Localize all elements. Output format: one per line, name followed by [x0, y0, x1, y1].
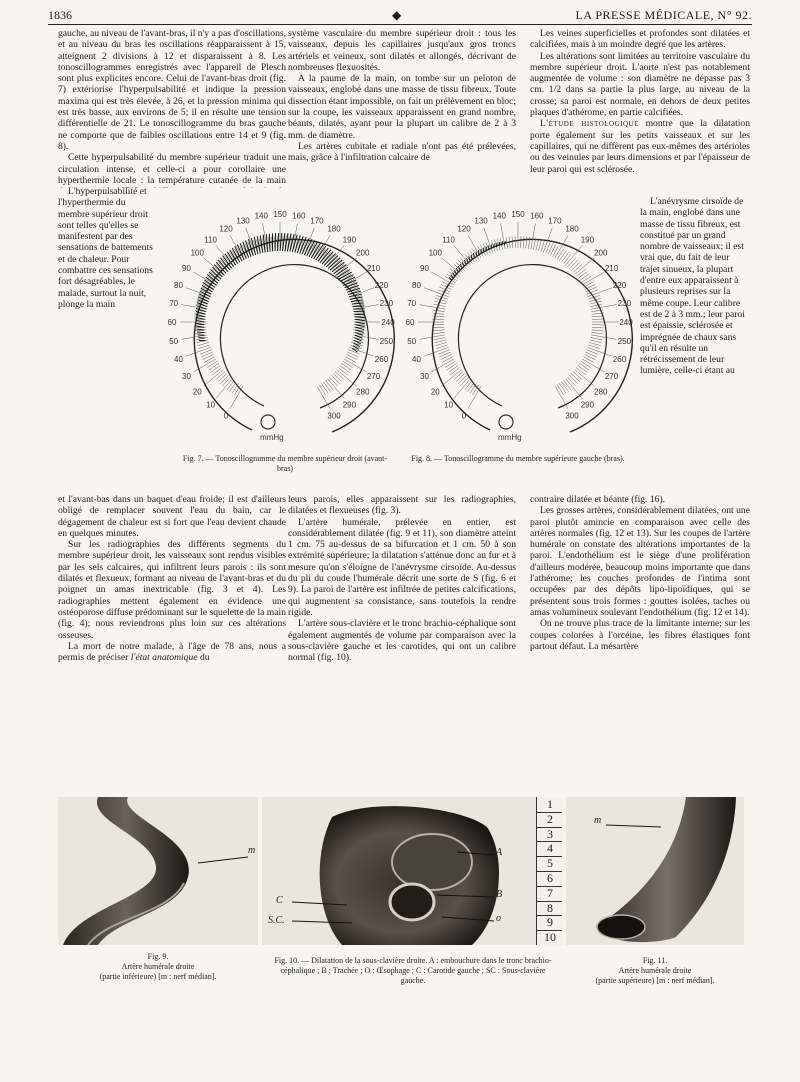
scale-tick: [579, 363, 589, 370]
oscillation-mark: [471, 255, 472, 259]
oscillation-mark: [269, 234, 270, 252]
scale-label: 300: [565, 411, 579, 421]
label-m: m: [594, 815, 602, 826]
scale-tick: [432, 327, 444, 328]
scale-tick: [571, 262, 580, 270]
scale-tick: [573, 264, 582, 272]
scale-tick: [590, 301, 602, 304]
scale-label: 260: [374, 354, 389, 364]
oscillation-mark: [280, 233, 282, 251]
scale-label: 10: [444, 400, 454, 410]
paragraph: Les veines superficielles et profondes sont dilatées et calcifiées, mais à un moindre degré que les artères.: [530, 28, 750, 51]
scale-label: 210: [604, 264, 619, 273]
journal-title: LA PRESSE MÉDICALE, N° 92.: [575, 8, 752, 22]
scale-tick: [555, 386, 568, 409]
oscillation-mark: [352, 303, 364, 304]
scale-tick: [536, 239, 539, 251]
scale-label: 110: [442, 235, 455, 245]
scale-label: 300: [327, 411, 341, 421]
scale-label: 200: [594, 248, 608, 258]
scale-tick: [456, 373, 465, 381]
scale-tick: [450, 368, 459, 375]
scale-tick: [467, 382, 474, 392]
oscillation-mark: [464, 260, 465, 264]
paragraph: L'anévrysme cirsoïde de la main, englobé dans une masse de tissu fibreux, est constitué par un grand nombre de vaisseaux; il est vrai que, du fait de leur trajet sinueux, la plupart d'entre eux apparaissent à plusieurs reprises sur la même coupe. Leur calibre est de 2 à 3 mm.; leur paroi est épaissie, sclérosée et imprégnée de chaux sans qu'il en résulte un rétrécissement de leur lumière, celle-ci étant au: [640, 196, 745, 377]
label-B: B: [496, 889, 503, 900]
header-ornament: ◆: [392, 8, 402, 22]
scale-label: 0: [223, 411, 229, 421]
scale-tick: [338, 368, 347, 375]
ruler: [536, 797, 562, 945]
scale-label: 190: [580, 235, 595, 245]
oscillation-mark: [499, 242, 500, 246]
text-column-left-narrow: [58, 186, 158, 494]
paragraph: Les grosses artères, considérablement dilatées, ont une paroi plutôt amincie en comparaison avec celle des artères normales (fig. 12 et 13). Sur les coupes de l'artère humérale on constate des altérations importantes de la paroi. L'endothélium est le siège d'une prolifération d'ailleurs modérée, beaucoup moins importante que dans l'athérome; les couches profondes de l'intima sont occupées par des dépôts lipo-lipoïdiques, qui se présentent sous trois formes : gouttes isolées, taches ou amas volumineux soulevant l'endothélium (fig. 12 et 14).: [530, 505, 750, 618]
scale-tick: [333, 373, 342, 381]
scale-tick: [591, 332, 603, 334]
scale-tick: [576, 368, 585, 375]
scale-tick: [435, 342, 447, 345]
scale-tick: [448, 365, 458, 372]
scale-tick: [227, 380, 234, 389]
scale-tick: [218, 373, 227, 381]
scale-tick: [345, 357, 356, 363]
figure-8-caption: Fig. 8. — Tonoscillogramme du membre supérieure gauche (bras).: [411, 454, 625, 463]
scale-label: 100: [428, 248, 442, 258]
oscillation-mark: [478, 250, 479, 254]
scale-label: 280: [356, 387, 370, 397]
scale-label: 80: [412, 281, 421, 291]
scale-label: 270: [604, 372, 619, 381]
paragraph: L'artère sous-clavière et le tronc brachio-céphalique sont également augmentés de volume par comparaison avec la sous-clavière gauche et les carotides, qui ont un calibre normal (fig. 10).: [288, 618, 516, 664]
paragraph: A la paume de la main, on tombe sur un peloton de vaisseaux, englobé dans une masse de tissu fibreux. Toute dissection étant impossible, on fait un prélèvement en bloc; sur la coupe, les vaisseaux apparaissent en grand nombre, béants, dilatés, ayant pour la plupart un calibre de 2 à 3 mm. de diamètre.: [288, 73, 516, 141]
oscillation-mark: [355, 338, 362, 341]
scale-tick: [531, 224, 536, 250]
paragraph: L'hyperpulsabilité et l'hyperthermie du membre supérieur droit sont telles qu'elles se manifestent par des sensations de battements et de chaleur. Pour combattre ces sensations fort désagréables, le malade, surtout la nuit, plonge la main: [58, 186, 153, 310]
scale-tick: [445, 361, 455, 367]
text-column-center-top: [288, 28, 516, 228]
figure-9-caption-line: (partie inférieure) [m : nerf médian].: [99, 972, 217, 981]
scale-tick: [564, 380, 571, 389]
figure-9-caption: [60, 952, 256, 982]
scale-tick: [435, 340, 447, 343]
scale-label: 160: [530, 211, 544, 221]
paragraph: Cette hyperpulsabilité du membre supérieur traduit une circulation intense, et celle-ci a pour corollaire une hyperthermie locale : la température cutanée de la main: [58, 152, 286, 186]
scale-tick: [326, 380, 333, 389]
scale-label: 180: [327, 224, 341, 234]
scale-tick: [581, 361, 591, 367]
scale-label: 20: [192, 387, 202, 397]
ruler-mark: 8: [537, 901, 562, 917]
scale-label: 190: [342, 235, 357, 245]
scale-tick: [590, 304, 602, 306]
paragraph: contraire dilatée et béante (fig. 16).: [530, 494, 666, 505]
scale-label: 140: [254, 211, 268, 221]
text-column-left-top: [58, 28, 286, 188]
scale-tick: [460, 377, 468, 386]
paragraph: gauche, au niveau de l'avant-bras, il n'y a pas d'oscillations, et au niveau du bras les oscillations réapparaissent à 15, atteignent 2 divisions à 12 et disparaissent à 8. Les tonoscillogrammes enregistrés avec l'appareil de Plesch sont plus explicites encore. Celui de l'avant-bras droit (fig. 7) extériorise l'hyperpulsabilité et indique la pression maxima qui est très élevée, à 26, et la pression minima qui est très basse, aux environs de 5; il en résulte une tension différentielle de 21. Le tonoscillogramme du bras gauche ne comporte que de faibles oscillations entre 14 et 9 (fig. 8).: [58, 28, 286, 152]
scale-tick: [538, 239, 541, 251]
scale-tick: [207, 361, 217, 367]
scale-label: 170: [548, 216, 562, 226]
text-column-right-top: [530, 28, 750, 198]
oscillation-mark: [196, 326, 204, 327]
scale-tick: [564, 254, 571, 263]
figure-11-caption: [568, 956, 742, 986]
paragraph: Les altérations sont limitées au territoire vasculaire du membre supérieur droit. L'aorte n'est pas notablement augmentée de volume : son diamètre ne dépasse pas 3 cm. 1/2 dans sa partie la plus large, au niveau de la crosse; sa paroi est normale, en dehors de deux petites plaques d'athérome, en partie calcifiées.: [530, 50, 750, 119]
scale-label: 40: [174, 354, 183, 364]
ruler-mark: 9: [537, 915, 562, 931]
scale-label: 160: [292, 211, 306, 221]
scale-label: 100: [190, 248, 204, 258]
scale-label: 130: [236, 216, 250, 226]
oscillation-mark: [355, 319, 365, 320]
ruler-mark: 2: [537, 812, 562, 828]
figure-9-photo: [58, 797, 258, 945]
scale-label: 50: [407, 336, 417, 346]
text-column-center-bottom: [288, 494, 516, 784]
ruler-mark: 3: [537, 827, 562, 843]
scale-tick: [569, 260, 577, 269]
scale-tick: [578, 365, 588, 372]
scale-tick: [571, 373, 580, 381]
oscillation-mark: [278, 233, 279, 251]
scale-tick: [229, 382, 236, 392]
paragraph: Sur les radiographies des différents segments du membre supérieur droit, les vaisseaux sont rendus visibles par les sels calcaires, qui infiltrent leurs parois : ils sont dilatés et flexueux, formant au niveau de l'avant-bras et du poignet un amas inextricable (fig. 3 et 4). Les radiographies mettent également en évidence une ostéoporose diffuse prédominant sur le squelette de la main (fig. 4); nous reviendrons plus loin sur ces altérations osseuses.: [58, 539, 286, 641]
oscillation-mark: [474, 253, 475, 257]
scale-tick: [335, 372, 344, 380]
scale-tick: [230, 386, 243, 409]
scale-tick: [589, 342, 601, 345]
scale-tick: [512, 236, 513, 248]
paragraph: système vasculaire du membre supérieur droit : tous les vaisseaux, depuis les capillaires jusqu'aux gros troncs artériels et veineux, sont dilatés et allongés, décrivant de nombreuses flexuosités.: [288, 28, 516, 73]
scale-tick: [592, 330, 604, 331]
figure-11-caption-line: Artère humérale droite: [618, 966, 692, 975]
section-lead: L'étude histologique: [540, 118, 639, 130]
figure-11-title: Fig. 11.: [642, 956, 668, 965]
scale-tick: [573, 372, 582, 380]
scale-label: 180: [565, 224, 579, 234]
scale-tick: [458, 375, 466, 384]
oscillation-mark: [467, 258, 468, 262]
scale-tick: [203, 354, 214, 359]
paragraph: Les artères cubitale et radiale n'ont pas été prélevées, mais, grâce à l'infiltration calcaire de: [288, 140, 516, 164]
scale-tick: [569, 375, 577, 384]
scale-tick: [432, 316, 444, 317]
label-C: C: [276, 895, 283, 906]
ruler-mark: 6: [537, 871, 562, 887]
scale-tick: [434, 337, 446, 339]
paragraph-end: du: [197, 652, 210, 664]
emphasis: l'état anatomique: [130, 652, 198, 664]
scale-tick: [343, 361, 353, 367]
scale-tick: [557, 385, 563, 395]
scale-label: 30: [420, 372, 429, 381]
ruler-mark: 10: [537, 930, 562, 945]
scale-tick: [585, 354, 596, 359]
scale-tick: [528, 237, 530, 249]
scale-tick: [582, 272, 605, 285]
oscillation-mark: [502, 241, 503, 245]
scale-tick: [555, 235, 568, 258]
unit-label: mmHg: [498, 433, 522, 442]
scale-tick: [576, 269, 585, 276]
scale-label: 60: [167, 318, 177, 327]
scale-tick: [501, 224, 506, 250]
scale-tick: [434, 304, 446, 306]
figure-9-title: Fig. 9.: [147, 952, 169, 961]
figure-7-caption: Fig. 7. — Tonoscillogramme du membre supérieur droit (avant-bras): [182, 454, 388, 473]
oscillation-mark: [504, 241, 505, 245]
scale-tick: [216, 372, 225, 380]
scale-tick: [579, 274, 589, 281]
scale-tick: [210, 365, 220, 372]
scale-label: 120: [457, 224, 471, 234]
oscillation-mark: [197, 332, 204, 333]
unit-label: mmHg: [260, 433, 284, 442]
scale-tick: [470, 383, 477, 393]
scale-label: 30: [182, 372, 191, 381]
oscillation-mark: [275, 233, 276, 251]
scale-tick: [432, 313, 444, 314]
scale-tick: [331, 375, 339, 384]
scale-tick: [578, 271, 588, 278]
scale-tick: [323, 382, 330, 392]
scale-label: 0: [461, 411, 467, 421]
scale-tick: [526, 236, 527, 248]
paragraph: L'artère humérale, prélevée en entier, est considérablement dilatée (fig. 9 et 11), son diamètre atteint 1 cm. 75 au-dessus de sa bifurcation et 1 cm. 50 à son extrémité supérieure; la dilatation s'atténue donc au fur et à mesure qu'on s'éloigne de l'anévrysme cirsoïde. Au-dessus du pli du coude l'humérale décrit une sorte de S (fig. 6 et 9). La paroi de l'artère est infiltrée de petites calcifications, qui augmentent sa consistance, sans toutefois la rendre rigide.: [288, 516, 516, 618]
scale-label: 240: [381, 318, 395, 327]
scale-tick: [447, 363, 457, 370]
scale-tick: [561, 382, 568, 392]
scale-tick: [197, 342, 209, 345]
oscillation-mark: [266, 234, 267, 252]
scale-tick: [592, 327, 604, 328]
scale-tick: [553, 246, 559, 257]
scale-label: 110: [204, 235, 217, 245]
scale-label: 280: [594, 387, 608, 397]
label-m: m: [248, 845, 256, 856]
scale-label: 130: [474, 216, 488, 226]
figure-11-caption-line: (partie supérieure) [m : nerf médian].: [595, 976, 715, 985]
scale-tick: [232, 383, 239, 393]
scale-label: 140: [492, 211, 506, 221]
scale-tick: [442, 357, 453, 363]
oscillation-mark: [197, 329, 205, 330]
text-column-right-narrow: [640, 196, 750, 496]
scale-tick: [583, 357, 594, 363]
scale-label: 220: [612, 281, 627, 291]
scale-tick: [559, 383, 566, 393]
scale-tick: [557, 249, 563, 259]
scale-tick: [432, 330, 444, 331]
scale-label: 250: [617, 336, 632, 346]
scale-label: 220: [374, 281, 389, 291]
header-rule: [48, 24, 752, 25]
scale-tick: [523, 236, 524, 248]
paragraph: et l'avant-bas dans un baquet d'eau froide; il est d'ailleurs obligé de remplacer souvent l'eau du bain, car le dégagement de chaleur est si fort que l'eau devient chaude en quelques minutes.: [58, 494, 286, 539]
scale-label: 50: [169, 336, 179, 346]
scale-tick: [454, 372, 463, 380]
scale-tick: [321, 383, 328, 393]
oscillation-mark: [355, 322, 365, 324]
scale-tick: [561, 252, 568, 262]
scale-tick: [465, 380, 472, 389]
scale-tick: [581, 276, 591, 282]
scale-label: 150: [511, 210, 525, 219]
scale-tick: [212, 368, 221, 375]
scale-label: 270: [366, 372, 381, 381]
scale-tick: [220, 375, 228, 384]
scale-label: 170: [310, 216, 324, 226]
oscillation-mark: [354, 314, 365, 315]
figure-9-caption-line: Artère humérale droite: [121, 962, 195, 971]
scale-label: 150: [273, 210, 287, 219]
scale-tick: [433, 310, 445, 312]
oscillation-mark: [355, 317, 365, 318]
scale-label: 250: [379, 336, 394, 346]
scale-tick: [330, 377, 338, 386]
scale-tick: [568, 258, 576, 267]
scale-tick: [468, 235, 481, 258]
scale-tick: [194, 327, 206, 328]
scale-label: 230: [617, 299, 632, 309]
scale-label: 290: [580, 400, 595, 410]
scale-tick: [568, 377, 576, 386]
scale-label: 290: [342, 400, 357, 410]
figure-8-tonoscillogram: [398, 200, 638, 445]
scale-tick: [433, 332, 445, 334]
scale-label: 60: [405, 318, 415, 327]
scale-label: 120: [219, 224, 233, 234]
scale-tick: [583, 282, 594, 288]
scale-label: 230: [379, 299, 394, 309]
scale-tick: [340, 365, 350, 372]
scale-tick: [592, 316, 604, 317]
scale-label: 10: [206, 400, 216, 410]
scale-label: 20: [430, 387, 440, 397]
scale-tick: [550, 245, 555, 256]
label-SC: S.C.: [268, 915, 285, 926]
scale-tick: [559, 251, 566, 261]
text-column-left-bottom: [58, 494, 286, 784]
figure-7-tonoscillogram: [160, 200, 400, 445]
scale-label: 90: [420, 264, 429, 273]
paragraph: montre que la dilatation porte également sur les petits vaisseaux et sur les capillaires, qui ne diffèrent pas eux-mêmes des artérioles ou des veinules par leurs dimensions et par l'épaisseur de leur paroi qui est sclérosée.: [530, 118, 750, 175]
ruler-mark: 5: [537, 856, 562, 872]
ruler-mark: 1: [537, 797, 562, 813]
scale-tick: [341, 363, 351, 370]
scale-label: 210: [366, 264, 381, 273]
text-column-right-bottom: [530, 494, 750, 784]
label-A: A: [496, 847, 503, 858]
scale-tick: [591, 305, 617, 310]
scale-label: 260: [612, 354, 627, 364]
oscillation-mark: [469, 256, 470, 260]
paragraph: La mort de notre malade, à l'âge de 78 ans, nous a permis de préciser: [58, 640, 286, 664]
figure-10-caption: Fig. 10. — Dilatation de la sous-clavière droite. A : embouchure dans le tronc brachio-céphalique ; B : Trachée ; O : Œsophage ; C : Carotide gauche ; SC : Sous-clavière gauche.: [274, 956, 552, 985]
figure-10-photo: [262, 797, 562, 945]
scale-tick: [591, 335, 617, 340]
scale-label: 40: [412, 354, 421, 364]
scale-tick: [590, 340, 602, 343]
scale-tick: [319, 385, 325, 395]
page-number: 1836: [48, 8, 72, 22]
ruler-mark: 7: [537, 886, 562, 902]
scale-tick: [353, 305, 379, 310]
scale-label: 90: [182, 264, 191, 273]
oscillation-mark: [196, 320, 205, 322]
oscillation-mark: [196, 323, 204, 324]
scale-tick: [468, 386, 481, 409]
scale-tick: [222, 377, 230, 386]
scale-tick: [347, 354, 358, 359]
scale-label: 200: [356, 248, 370, 258]
figure-11-photo: [566, 797, 744, 945]
scale-tick: [204, 357, 215, 363]
scale-tick: [420, 305, 446, 310]
scale-tick: [317, 386, 330, 409]
scale-label: 80: [174, 281, 183, 291]
paragraph: leurs parois, elles apparaissent sur les radiographies, dilatées et flexueuses (fig. 3).: [288, 494, 516, 517]
paragraph: On ne trouve plus trace de la limitante interne; sur les coupes colorées à l'orcéine, les fibres élastiques font partout défaut. La mésartère: [530, 618, 750, 652]
scale-tick: [441, 354, 452, 359]
scale-label: 70: [169, 299, 179, 309]
label-o: o: [496, 913, 501, 924]
scale-label: 70: [407, 299, 417, 309]
scale-tick: [590, 337, 602, 339]
scale-label: 240: [619, 318, 633, 327]
ruler-mark: 4: [537, 841, 562, 857]
scale-tick: [209, 363, 219, 370]
oscillation-mark: [476, 252, 477, 256]
